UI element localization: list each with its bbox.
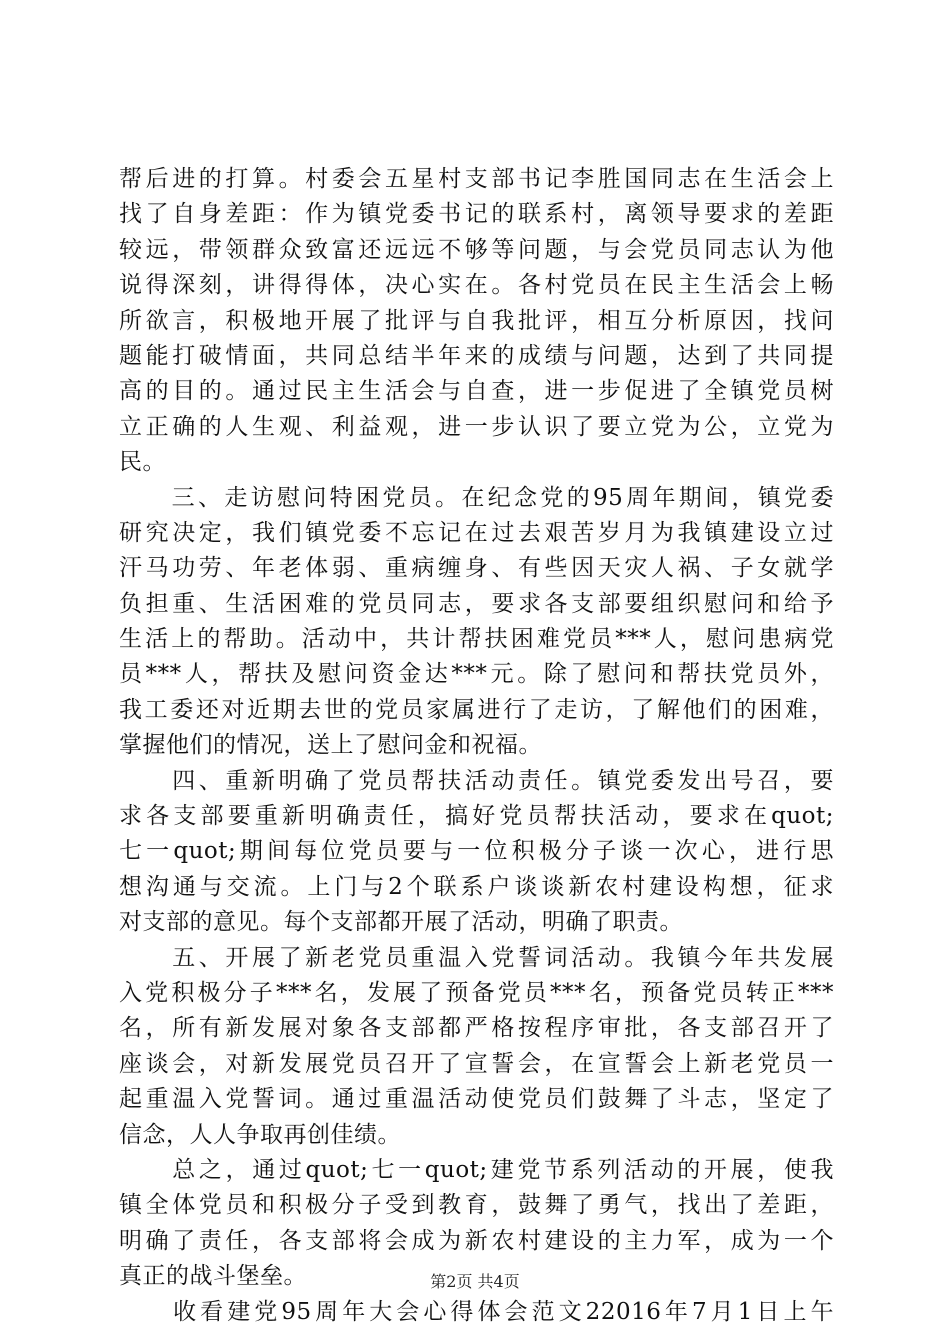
text-line: 民。	[119, 449, 166, 476]
text-line: 员***人，帮扶及慰问资金达***元。除了慰问和帮扶党员外，	[119, 661, 834, 688]
text-line: 负担重、生活困难的党员同志，要求各支部要组织慰问和给予	[119, 590, 834, 617]
text-line: 较远，带领群众致富还远远不够等问题，与会党员同志认为他	[119, 236, 834, 263]
text-line: 题能打破情面，共同总结半年来的成绩与问题，达到了共同提	[119, 342, 834, 369]
body-text	[119, 162, 834, 1330]
text-line: 入党积极分子***名，发展了预备党员***名，预备党员转正***	[119, 979, 834, 1006]
text-line: 掌握他们的情况，送上了慰问金和祝福。	[119, 732, 542, 759]
text-line: 镇全体党员和积极分子受到教育，鼓舞了勇气，找出了差距，	[119, 1192, 834, 1219]
text-line: 想沟通与交流。上门与2个联系户谈谈新农村建设构想，征求	[119, 873, 834, 900]
text-line: 我工委还对近期去世的党员家属进行了走访，了解他们的困难，	[119, 696, 834, 723]
text-line: 明确了责任，各支部将会成为新农村建设的主力军，成为一个	[119, 1227, 834, 1254]
text-line: 真正的战斗堡垒。	[119, 1263, 307, 1290]
text-line: 五、开展了新老党员重温入党誓词活动。我镇今年共发展	[119, 944, 834, 971]
text-line: 汗马功劳、年老体弱、重病缠身、有些因天灾人祸、子女就学	[119, 555, 834, 582]
text-line: 对支部的意见。每个支部都开展了活动，明确了职责。	[119, 909, 683, 936]
text-line: 找了自身差距：作为镇党委书记的联系村，离领导要求的差距	[119, 201, 834, 228]
text-line: 名，所有新发展对象各支部都严格按程序审批，各支部召开了	[119, 1015, 834, 1042]
text-line: 起重温入党誓词。通过重温活动使党员们鼓舞了斗志，坚定了	[119, 1086, 834, 1113]
text-line: 所欲言，积极地开展了批评与自我批评，相互分析原因，找问	[119, 307, 834, 334]
text-line: 七一quot;期间每位党员要与一位积极分子谈一次心，进行思	[119, 838, 834, 865]
text-line: 求各支部要重新明确责任，搞好党员帮扶活动，要求在quot;	[119, 803, 834, 830]
text-line: 研究决定，我们镇党委不忘记在过去艰苦岁月为我镇建设立过	[119, 519, 834, 546]
text-line: 立正确的人生观、利益观，进一步认识了要立党为公，立党为	[119, 413, 834, 440]
text-line: 说得深刻，讲得得体，决心实在。各村党员在民主生活会上畅	[119, 272, 834, 299]
text-line: 三、走访慰问特困党员。在纪念党的95周年期间，镇党委	[119, 484, 834, 511]
text-line: 帮后进的打算。村委会五星村支部书记李胜国同志在生活会上	[119, 166, 834, 192]
text-line: 总之，通过quot;七一quot;建党节系列活动的开展，使我	[119, 1156, 834, 1183]
text-line: 生活上的帮助。活动中，共计帮扶困难党员***人，慰问患病党	[119, 626, 834, 653]
text-line: 收看建党95周年大会心得体会范文22016年7月1日上午	[119, 1298, 834, 1325]
page-footer: 第2页 共4页	[430, 1272, 520, 1291]
text-line: 四、重新明确了党员帮扶活动责任。镇党委发出号召，要	[119, 767, 834, 794]
text-line: 信念，人人争取再创佳绩。	[119, 1121, 401, 1148]
text-line: 座谈会，对新发展党员召开了宣誓会，在宣誓会上新老党员一	[119, 1050, 834, 1077]
text-line: 高的目的。通过民主生活会与自查，进一步促进了全镇党员树	[119, 378, 834, 405]
